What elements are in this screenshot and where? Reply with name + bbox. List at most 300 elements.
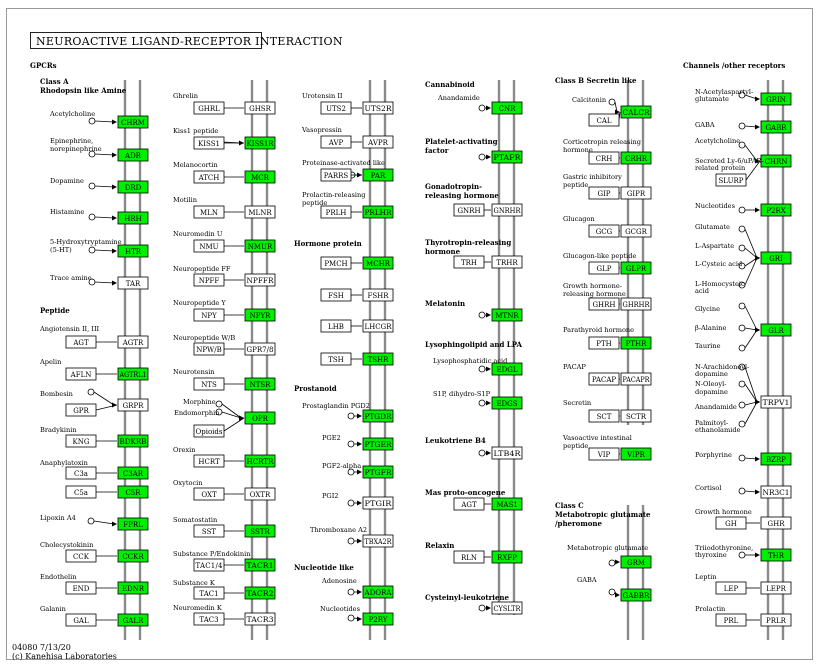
ligand-name: Cholecystokinin xyxy=(40,541,94,549)
ligand-name: Metabotropic glutamate xyxy=(567,544,649,552)
ligand-name: Prolactin-releasing xyxy=(302,191,366,199)
ligand-box-label: PMCH xyxy=(324,260,348,268)
ligand-box-label: GH xyxy=(725,520,737,528)
ligand-box-label: ATCH xyxy=(198,174,220,182)
ligand-box-label: GAL xyxy=(73,617,89,625)
ligand-name: Secretin xyxy=(563,399,592,407)
ligand-box-label: RLN xyxy=(460,554,478,562)
ligand-circle xyxy=(89,247,95,253)
receptor-label: SSTR xyxy=(250,528,270,536)
ligand-name: Trace amine xyxy=(50,274,92,282)
ligand-arrow xyxy=(745,367,757,402)
ligand-circle xyxy=(88,518,94,524)
arrow-head xyxy=(486,401,491,406)
ligand-name: S1P, dihydro-S1P xyxy=(433,390,491,398)
arrow-head xyxy=(755,400,760,405)
ligand-name: Gastric inhibitory xyxy=(563,173,622,181)
receptor-label: AGTR xyxy=(122,339,144,347)
receptor-label: MLNR xyxy=(248,209,272,217)
ligand-name: Morphine xyxy=(183,398,216,406)
ligand-name: Bradykinin xyxy=(40,426,77,434)
section-heading: Nucleotide like xyxy=(294,563,354,572)
arrow-head xyxy=(755,256,760,261)
receptor-label: MAS1 xyxy=(496,501,518,509)
ligand-name: Anandamide xyxy=(438,94,480,102)
ligand-box-label: FSH xyxy=(328,292,344,300)
ligand-arrow xyxy=(95,121,114,122)
arrow-head xyxy=(755,328,760,333)
ligand-name: Angiotensin II, III xyxy=(40,325,100,333)
section-heading: Mas proto-oncogene xyxy=(425,488,506,497)
ligand-circle xyxy=(739,455,745,461)
arrow-head xyxy=(112,281,117,286)
receptor-label: C5R xyxy=(125,489,141,497)
ligand-name: Urotensin II xyxy=(302,92,343,100)
arrow-head xyxy=(357,590,362,595)
ligand-circle xyxy=(348,500,354,506)
receptor-label: ADR xyxy=(125,152,141,160)
ligand-name: hormone xyxy=(563,146,593,154)
ligand-name: PGI2 xyxy=(322,492,339,500)
ligand-name: L-Cysteic acid xyxy=(695,260,743,268)
receptor-label: NTSR xyxy=(249,381,271,389)
ligand-box-label: NMU xyxy=(199,243,219,251)
receptor-label: GHSR xyxy=(249,105,271,113)
ligand-box-label: NTS xyxy=(201,381,217,389)
ligand-circle xyxy=(739,123,745,129)
arrow-head xyxy=(615,593,620,598)
receptor-label: C3AR xyxy=(122,470,144,478)
ligand-name: L-Aspartate xyxy=(695,242,735,250)
ligand-name: Parathyroid hormone xyxy=(563,326,635,334)
receptor-label: GNRHR xyxy=(493,207,522,215)
ligand-box-label: AFLN xyxy=(70,371,92,379)
copyright: (c) Kanehisa Laboratories xyxy=(12,652,117,661)
receptor-label: CRHR xyxy=(624,155,648,163)
ligand-name: peptide xyxy=(563,442,589,450)
arrow-head xyxy=(755,553,760,558)
arrow-head xyxy=(112,120,117,125)
ligand-name: Porphyrine xyxy=(695,451,732,459)
receptor-label: CALCR xyxy=(622,109,651,117)
receptor-label: NR3C1 xyxy=(762,489,790,497)
ligand-name: Orexin xyxy=(173,446,196,454)
ligand-name: GABA xyxy=(695,121,715,129)
receptor-label: PACAPR xyxy=(622,376,651,384)
ligand-box-label: GCG xyxy=(595,228,613,236)
ligand-box-label: GPR xyxy=(73,407,89,415)
ligand-box-label: NPY xyxy=(201,312,217,320)
section-heading: Relaxin xyxy=(425,541,455,550)
arrow-head xyxy=(755,457,760,462)
arrow-head xyxy=(486,155,491,160)
ligand-box-label: HCRT xyxy=(198,458,220,466)
ligand-name: 5-Hydroxytryptamine xyxy=(50,238,122,246)
ligand-box-label: PACAP xyxy=(591,376,617,384)
ligand-name: GABA xyxy=(577,576,597,584)
section-heading: Thyrotropin-releasing xyxy=(425,238,512,247)
footer xyxy=(12,643,117,661)
ligand-box-label: MLN xyxy=(200,209,218,217)
ligand-box-label: TAC1 xyxy=(199,590,219,598)
receptor-label: CCKR xyxy=(122,553,144,561)
ligand-arrow xyxy=(745,229,757,258)
arrow-head xyxy=(357,617,362,622)
ligand-name: PACAP xyxy=(563,363,586,371)
ligand-name: Epinephrine, xyxy=(50,137,94,145)
ligand-name: Melanocortin xyxy=(173,161,218,169)
ligand-arrow xyxy=(745,330,757,348)
receptor-label: ADORA xyxy=(363,589,393,597)
receptor-label: GHRHR xyxy=(622,301,651,309)
ligand-name: Growth hormone- xyxy=(563,282,622,290)
receptor-label: PRLHR xyxy=(364,209,393,217)
ligand-name: N-Acetylaspartyl- xyxy=(695,88,754,96)
receptor-label: HCRTR xyxy=(246,458,275,466)
ligand-box-label: GNRH xyxy=(457,207,481,215)
arrow-head xyxy=(112,153,117,158)
receptor-label: TSHR xyxy=(367,356,389,364)
arrow-head xyxy=(755,490,760,495)
ligand-circle xyxy=(739,303,745,309)
ligand-arrow xyxy=(745,402,757,424)
ligand-circle xyxy=(479,312,485,318)
arrow-head xyxy=(486,313,491,318)
receptor-label: PTGIR xyxy=(364,500,393,508)
ligand-name: Taurine xyxy=(695,342,721,350)
ligand-name: Substance P/Endokinin xyxy=(173,550,251,558)
receptor-label: EDGL xyxy=(496,366,518,374)
ligand-box-label: KISS1 xyxy=(198,140,220,148)
ligand-name: PGF2-alpha xyxy=(322,462,362,470)
receptor-label: LHCGR xyxy=(364,323,393,331)
ligand-circle xyxy=(739,245,745,251)
receptor-label: SCTR xyxy=(625,413,647,421)
section-heading: Metabotropic glutamate xyxy=(555,510,651,519)
receptor-label: UTS2R xyxy=(364,105,393,113)
section-heading: Cannabinoid xyxy=(425,80,475,89)
ligand-name: Vasoactive intestinal xyxy=(563,434,632,442)
ligand-box-label: CCK xyxy=(73,553,89,561)
ligand-box-label: PRLH xyxy=(325,209,347,217)
ligand-name: Neuropeptide Y xyxy=(173,299,226,307)
arrow-head xyxy=(357,442,362,447)
ligand-name: peptide xyxy=(302,199,328,207)
receptor-label: CHRM xyxy=(121,119,145,127)
ligand-box-label: GLP xyxy=(596,265,612,273)
section-heading: Channels /other receptors xyxy=(683,61,786,70)
ligand-name: Anaphylatoxin xyxy=(40,459,88,467)
section-heading: factor xyxy=(425,146,449,155)
ligand-name: N-Oleoyl- xyxy=(695,380,727,388)
receptor-label: NPFFR xyxy=(246,277,275,285)
ligand-name: Dopamine xyxy=(50,177,84,185)
section-heading: Hormone protein xyxy=(294,239,362,248)
section-heading: Cysteinyl-leukotriene xyxy=(425,593,509,602)
receptor-label: PRLR xyxy=(766,617,786,625)
section-heading: Melatonin xyxy=(425,299,466,308)
ligand-circle xyxy=(89,214,95,220)
ligand-name: Somatostatin xyxy=(173,516,218,524)
ligand-box-label: NPFF xyxy=(198,277,220,285)
ligand-name: Galanin xyxy=(40,605,66,613)
ligand-name: Vasopressin xyxy=(302,126,342,134)
section-heading: Class A xyxy=(40,77,69,86)
ligand-box-label: CAL xyxy=(596,117,612,125)
ligand-name: peptide xyxy=(563,181,589,189)
receptor-label: PTHR xyxy=(625,340,647,348)
ligand-circle xyxy=(479,105,485,111)
ligand-name: Prostaglandin PGD2 xyxy=(302,402,370,410)
ligand-box-label: SLURP xyxy=(718,177,744,185)
ligand-name: Thromboxane A2 xyxy=(310,526,368,534)
receptor-label: NPYR xyxy=(249,312,271,320)
ligand-name: Cortisol xyxy=(695,484,722,492)
receptor-label: NMUR xyxy=(247,243,273,251)
ligand-arrow xyxy=(94,392,114,405)
arrow-head xyxy=(112,249,117,254)
ligand-box-label: OXT xyxy=(201,491,217,499)
receptor-label: CNR xyxy=(498,105,516,113)
section-heading: Peptide xyxy=(40,306,70,315)
section-heading: Class C xyxy=(555,501,584,510)
ligand-arrow xyxy=(222,412,241,418)
arrow-head xyxy=(486,106,491,111)
receptor-label: GIPR xyxy=(626,190,646,198)
receptor-label: EDNR xyxy=(121,585,145,593)
arrow-head xyxy=(486,606,491,611)
receptor-label: PTGFR xyxy=(364,469,393,477)
arrow-head xyxy=(486,451,491,456)
ligand-circle xyxy=(739,325,745,331)
receptor-label: KISS1R xyxy=(246,140,275,148)
receptor-label: TBXA2R xyxy=(364,538,393,546)
receptor-label: FPRL xyxy=(123,521,143,529)
ligand-box-label: VIP xyxy=(597,451,611,459)
ligand-arrow xyxy=(95,217,114,218)
ligand-circle xyxy=(479,366,485,372)
receptor-label: MCHR xyxy=(366,260,390,268)
receptor-label: HTR xyxy=(124,248,142,256)
ligand-box-label: PARRS xyxy=(323,172,349,180)
ligand-box-label: TAC3 xyxy=(199,616,219,624)
arrow-head xyxy=(112,185,117,190)
receptor-label: HRH xyxy=(124,215,142,223)
ligand-name: norepinephrine xyxy=(50,145,102,153)
ligand-name: Nucleotides xyxy=(320,605,360,613)
receptor-label: P2RX xyxy=(766,207,786,215)
ligand-circle xyxy=(739,381,745,387)
receptor-label: LEPR xyxy=(766,585,786,593)
receptor-label: TAR xyxy=(125,280,141,288)
ligand-box-label: PTH xyxy=(596,340,612,348)
receptor-label: GHR xyxy=(767,520,785,528)
ligand-circle xyxy=(348,589,354,595)
receptor-label: GALR xyxy=(122,617,144,625)
ligand-circle xyxy=(479,450,485,456)
receptor-label: DRD xyxy=(124,184,142,192)
ligand-circle xyxy=(739,402,745,408)
receptor-label: OPR xyxy=(252,415,268,423)
ligand-circle xyxy=(348,441,354,447)
ligand-circle xyxy=(216,401,222,407)
ligand-box-label: TRH xyxy=(460,259,478,267)
ligand-circle xyxy=(89,118,95,124)
ligand-box-label: NPW/B xyxy=(196,346,222,354)
ligand-arrow xyxy=(95,282,114,283)
receptor-label: PTAFR xyxy=(493,154,522,162)
ligand-name: Acetylcholine xyxy=(50,110,96,118)
ligand-name: Acetylcholine xyxy=(695,137,741,145)
ligand-circle xyxy=(609,99,615,105)
receptor-label: BDKRB xyxy=(119,438,147,446)
ligand-name: Glutamate xyxy=(695,223,730,231)
arrow-head xyxy=(112,216,117,221)
ligand-box-label: SST xyxy=(201,528,217,536)
section-heading: Leukotriene B4 xyxy=(425,436,486,445)
ligand-box-label: AGT xyxy=(461,501,477,509)
ligand-name: Histamine xyxy=(50,208,85,216)
arrow-head xyxy=(486,367,491,372)
ligand-name: Growth hormone xyxy=(695,508,752,516)
receptor-label: MTNR xyxy=(495,312,519,320)
ligand-box-label: LEP xyxy=(723,585,739,593)
ligand-name: Oxytocin xyxy=(173,479,203,487)
receptor-label: AVPR xyxy=(368,139,388,147)
arrow-head xyxy=(755,125,760,130)
ligand-name: L-Homocysteic xyxy=(695,280,745,288)
map-id: 04080 7/13/20 xyxy=(12,643,71,652)
ligand-name: related protein xyxy=(695,164,746,172)
ligand-circle xyxy=(609,560,615,566)
ligand-name: Motilin xyxy=(173,196,197,204)
ligand-box-label: C3a xyxy=(74,470,88,478)
receptor-label: THR xyxy=(767,552,785,560)
ligand-name: acid xyxy=(695,287,709,295)
ligand-name: Neurotensin xyxy=(173,368,215,376)
ligand-box-label: TSH xyxy=(328,356,344,364)
ligand-name: Leptin xyxy=(695,573,717,581)
ligand-name: Calcitonin xyxy=(572,96,607,104)
ligand-name: glutamate xyxy=(695,95,729,103)
ligand-box-label: GIP xyxy=(597,190,611,198)
arrow-head xyxy=(755,97,760,102)
ligand-arrow xyxy=(95,186,114,187)
ligand-name: Glycine xyxy=(695,305,721,313)
ligand-name: dopamine xyxy=(695,370,728,378)
ligand-name: Endomorphin xyxy=(174,409,220,417)
receptor-label: RXFP xyxy=(497,554,517,562)
receptor-label: BZRP xyxy=(766,456,786,464)
receptor-label: TACR3 xyxy=(246,616,274,624)
arrow-head xyxy=(615,560,620,565)
ligand-name: Lipoxin A4 xyxy=(40,514,76,522)
arrow-head xyxy=(357,470,362,475)
ligand-name: Ghrelin xyxy=(173,92,199,100)
arrow-head xyxy=(357,539,362,544)
section-heading: /pheromone xyxy=(555,519,602,528)
ligand-box-label: GHRL xyxy=(198,105,220,113)
receptor-label: GABBR xyxy=(622,592,651,600)
ligand-name: Adenosine xyxy=(322,577,357,585)
receptor-label: TACR2 xyxy=(246,590,274,598)
ligand-circle xyxy=(88,389,94,395)
receptor-label: TACR1 xyxy=(246,562,274,570)
ligand-circle xyxy=(479,154,485,160)
ligand-circle xyxy=(479,605,485,611)
ligand-name: Neuromedin K xyxy=(173,604,222,612)
ligand-circle xyxy=(348,538,354,544)
ligand-circle xyxy=(739,552,745,558)
ligand-box-label: C5a xyxy=(74,489,88,497)
ligand-circle xyxy=(479,400,485,406)
receptor-label: TRPV1 xyxy=(762,399,790,407)
receptor-label: GLR xyxy=(768,327,784,335)
arrow-head xyxy=(755,208,760,213)
ligand-circle xyxy=(348,615,354,621)
receptor-label: MCR xyxy=(251,174,269,182)
ligand-link xyxy=(224,418,244,431)
receptor-label: GRI xyxy=(769,255,783,263)
ligand-box-label: GHRH xyxy=(592,301,616,309)
section-heading: Rhodopsin like Amine xyxy=(40,86,127,95)
receptor-label: PTGER xyxy=(364,441,393,449)
ligand-circle xyxy=(739,488,745,494)
ligand-arrow xyxy=(745,384,757,402)
ligand-name: Apelin xyxy=(40,358,62,366)
ligand-name: PGE2 xyxy=(322,434,341,442)
ligand-circle xyxy=(739,226,745,232)
ligand-link xyxy=(96,405,117,410)
receptor-label: GRIN xyxy=(766,96,786,104)
section-heading: Prostanoid xyxy=(294,384,337,393)
ligand-name: dopamine xyxy=(695,388,728,396)
receptor-label: GRM xyxy=(626,559,646,567)
section-heading: GPCRs xyxy=(30,61,57,70)
receptor-label: FSHR xyxy=(367,292,389,300)
section-heading: hormone xyxy=(425,247,461,256)
ligand-box-label: TAC1/4 xyxy=(195,562,223,570)
ligand-name: Kiss1 peptide xyxy=(173,127,219,135)
ligand-box-label: PRL xyxy=(723,617,739,625)
ligand-name: Palmitoyl- xyxy=(695,419,729,427)
receptor-label: GCGR xyxy=(625,228,647,236)
ligand-name: Neuromedin U xyxy=(173,230,223,238)
ligand-arrow xyxy=(94,521,114,524)
receptor-label: GABR xyxy=(765,124,787,132)
receptor-label: GLPR xyxy=(625,265,647,273)
ligand-name: Glucagon-like peptide xyxy=(563,252,637,260)
receptor-label: CHRN xyxy=(764,158,788,166)
ligand-arrow xyxy=(222,404,241,418)
ligand-box-label: UTS2 xyxy=(326,105,346,113)
ligand-circle xyxy=(739,207,745,213)
ligand-box-label: END xyxy=(72,585,90,593)
receptor-label: PAR xyxy=(370,172,386,180)
arrow-head xyxy=(357,414,362,419)
ligand-box-label: LHB xyxy=(328,323,344,331)
receptor-label: AGTRL1 xyxy=(118,371,147,379)
ligand-name: Neuropeptide W/B xyxy=(173,334,236,342)
ligand-circle xyxy=(89,183,95,189)
ligand-name: Proteinase-activated like xyxy=(302,159,385,167)
arrow-head xyxy=(357,501,362,506)
ligand-name: N-Arachidonoyl- xyxy=(695,363,750,371)
ligand-circle xyxy=(348,413,354,419)
ligand-box-label: Opioids xyxy=(195,428,223,436)
receptor-label: TRHR xyxy=(496,259,518,267)
ligand-name: Triiodothyronine, xyxy=(695,544,754,552)
